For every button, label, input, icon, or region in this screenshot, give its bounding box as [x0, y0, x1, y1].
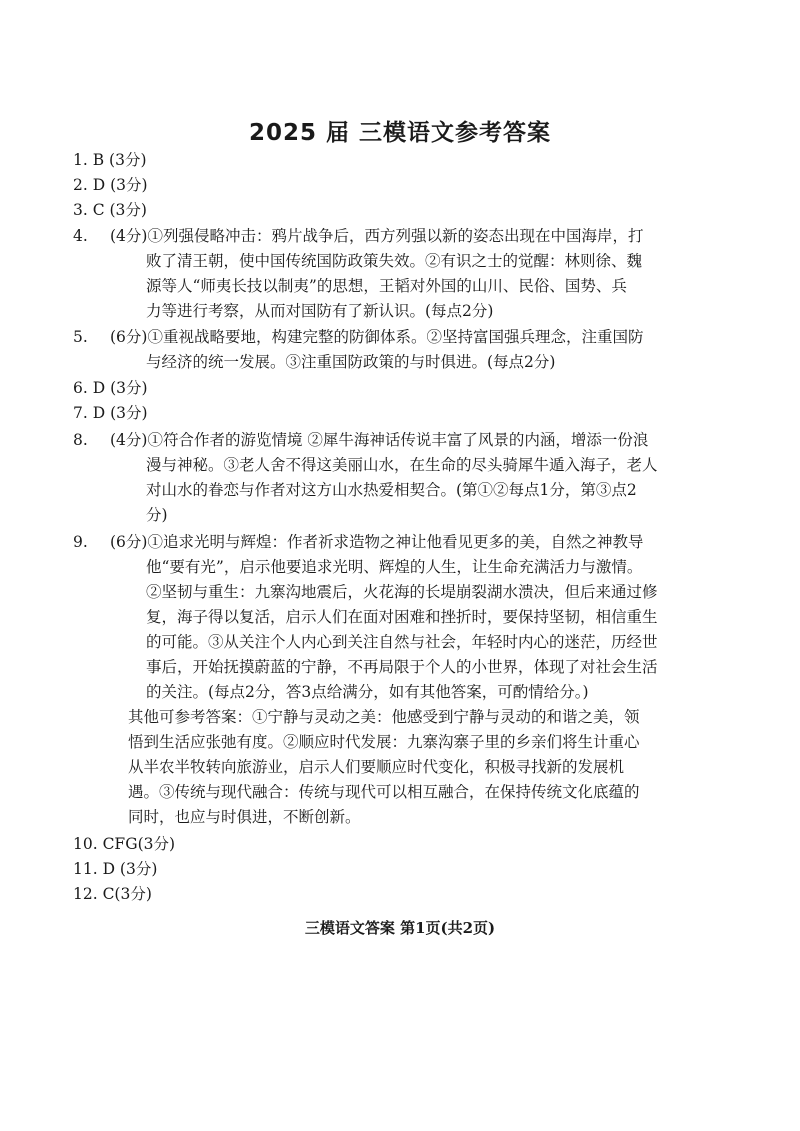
answer-9-line: 他“要有光”，启示他要追求光明、辉煌的人生，让生命充满活力与激情。 [146, 558, 643, 576]
answer-1: 1. B (3分) [73, 151, 147, 169]
page-footer: 三模语文答案 第1页(共2页) [304, 919, 496, 937]
answer-8-number: 8. [73, 431, 88, 449]
answer-3: 3. C (3分) [73, 201, 147, 219]
answer-9-line: (6分)①追求光明与辉煌：作者祈求造物之神让他看见更多的美，自然之神教导 [110, 533, 644, 551]
answer-9-alt-line: 遇。③传统与现代融合：传统与现代可以相互融合，在保持传统文化底蕴的 [128, 783, 640, 801]
answer-7: 7. D (3分) [73, 404, 148, 422]
answer-4-line: (4分)①列强侵略冲击：鸦片战争后，西方列强以新的姿态出现在中国海岸，打 [110, 227, 644, 245]
answer-4-line: 败了清王朝，使中国传统国防政策失效。②有识之士的觉醒：林则徐、魏 [146, 252, 643, 270]
answer-5-number: 5. [73, 328, 88, 346]
answer-9-line: 的可能。③从关注个人内心到关注自然与社会，年轻时内心的迷茫，历经世 [146, 633, 658, 651]
answer-6: 6. D (3分) [73, 379, 148, 397]
answer-4-number: 4. [73, 227, 88, 245]
answer-10: 10. CFG(3分) [73, 835, 176, 853]
answer-8-line: (4分)①符合作者的游览情境 ②犀牛海神话传说丰富了风景的内涵，增添一份浪 [110, 431, 649, 449]
answer-9-alt-line: 其他可参考答案：①宁静与灵动之美：他感受到宁静与灵动的和谐之美，领 [128, 708, 640, 726]
answer-9-alt-line: 从半农半牧转向旅游业，启示人们要顺应时代变化，积极寻找新的发展机 [128, 758, 625, 776]
answer-4-line: 力等进行考察，从而对国防有了新认识。(每点2分) [146, 302, 494, 320]
answer-11: 11. D (3分) [73, 860, 158, 878]
answer-9-alt-line: 同时，也应与时俱进，不断创新。 [128, 808, 361, 826]
answer-9-alt-line: 悟到生活应张弛有度。②顺应时代发展：九寨沟寨子里的乡亲们将生计重心 [128, 733, 640, 751]
answer-8-line: 分) [146, 506, 168, 524]
answer-2: 2. D (3分) [73, 176, 148, 194]
answer-4-line: 源等人“师夷长技以制夷”的思想，王韬对外国的山川、民俗、国势、兵 [146, 277, 627, 295]
page-title: 2025 届 三模语文参考答案 [248, 120, 552, 146]
answer-8-line: 对山水的眷恋与作者对这方山水热爱相契合。(第①②每点1分，第③点2 [146, 481, 637, 499]
answer-9-number: 9. [73, 533, 88, 551]
answer-8-line: 漫与神秘。③老人舍不得这美丽山水，在生命的尽头骑犀牛遁入海子，老人 [146, 456, 658, 474]
answer-5-line: 与经济的统一发展。③注重国防政策的与时俱进。(每点2分) [146, 353, 556, 371]
answer-12: 12. C(3分) [73, 885, 152, 903]
answer-9-line: ②坚韧与重生：九寨沟地震后，火花海的长堤崩裂湖水溃决，但后来通过修 [146, 583, 658, 601]
answer-5-line: (6分)①重视战略要地，构建完整的防御体系。②坚持富国强兵理念，注重国防 [110, 328, 644, 346]
answer-9-line: 的关注。(每点2分，答3点给满分，如有其他答案，可酌情给分。) [146, 683, 589, 701]
answer-9-line: 事后，开始抚摸蔚蓝的宁静，不再局限于个人的小世界，体现了对社会生活 [146, 658, 658, 676]
answer-9-line: 复，海子得以复活，启示人们在面对困难和挫折时，要保持坚韧，相信重生 [146, 608, 658, 626]
